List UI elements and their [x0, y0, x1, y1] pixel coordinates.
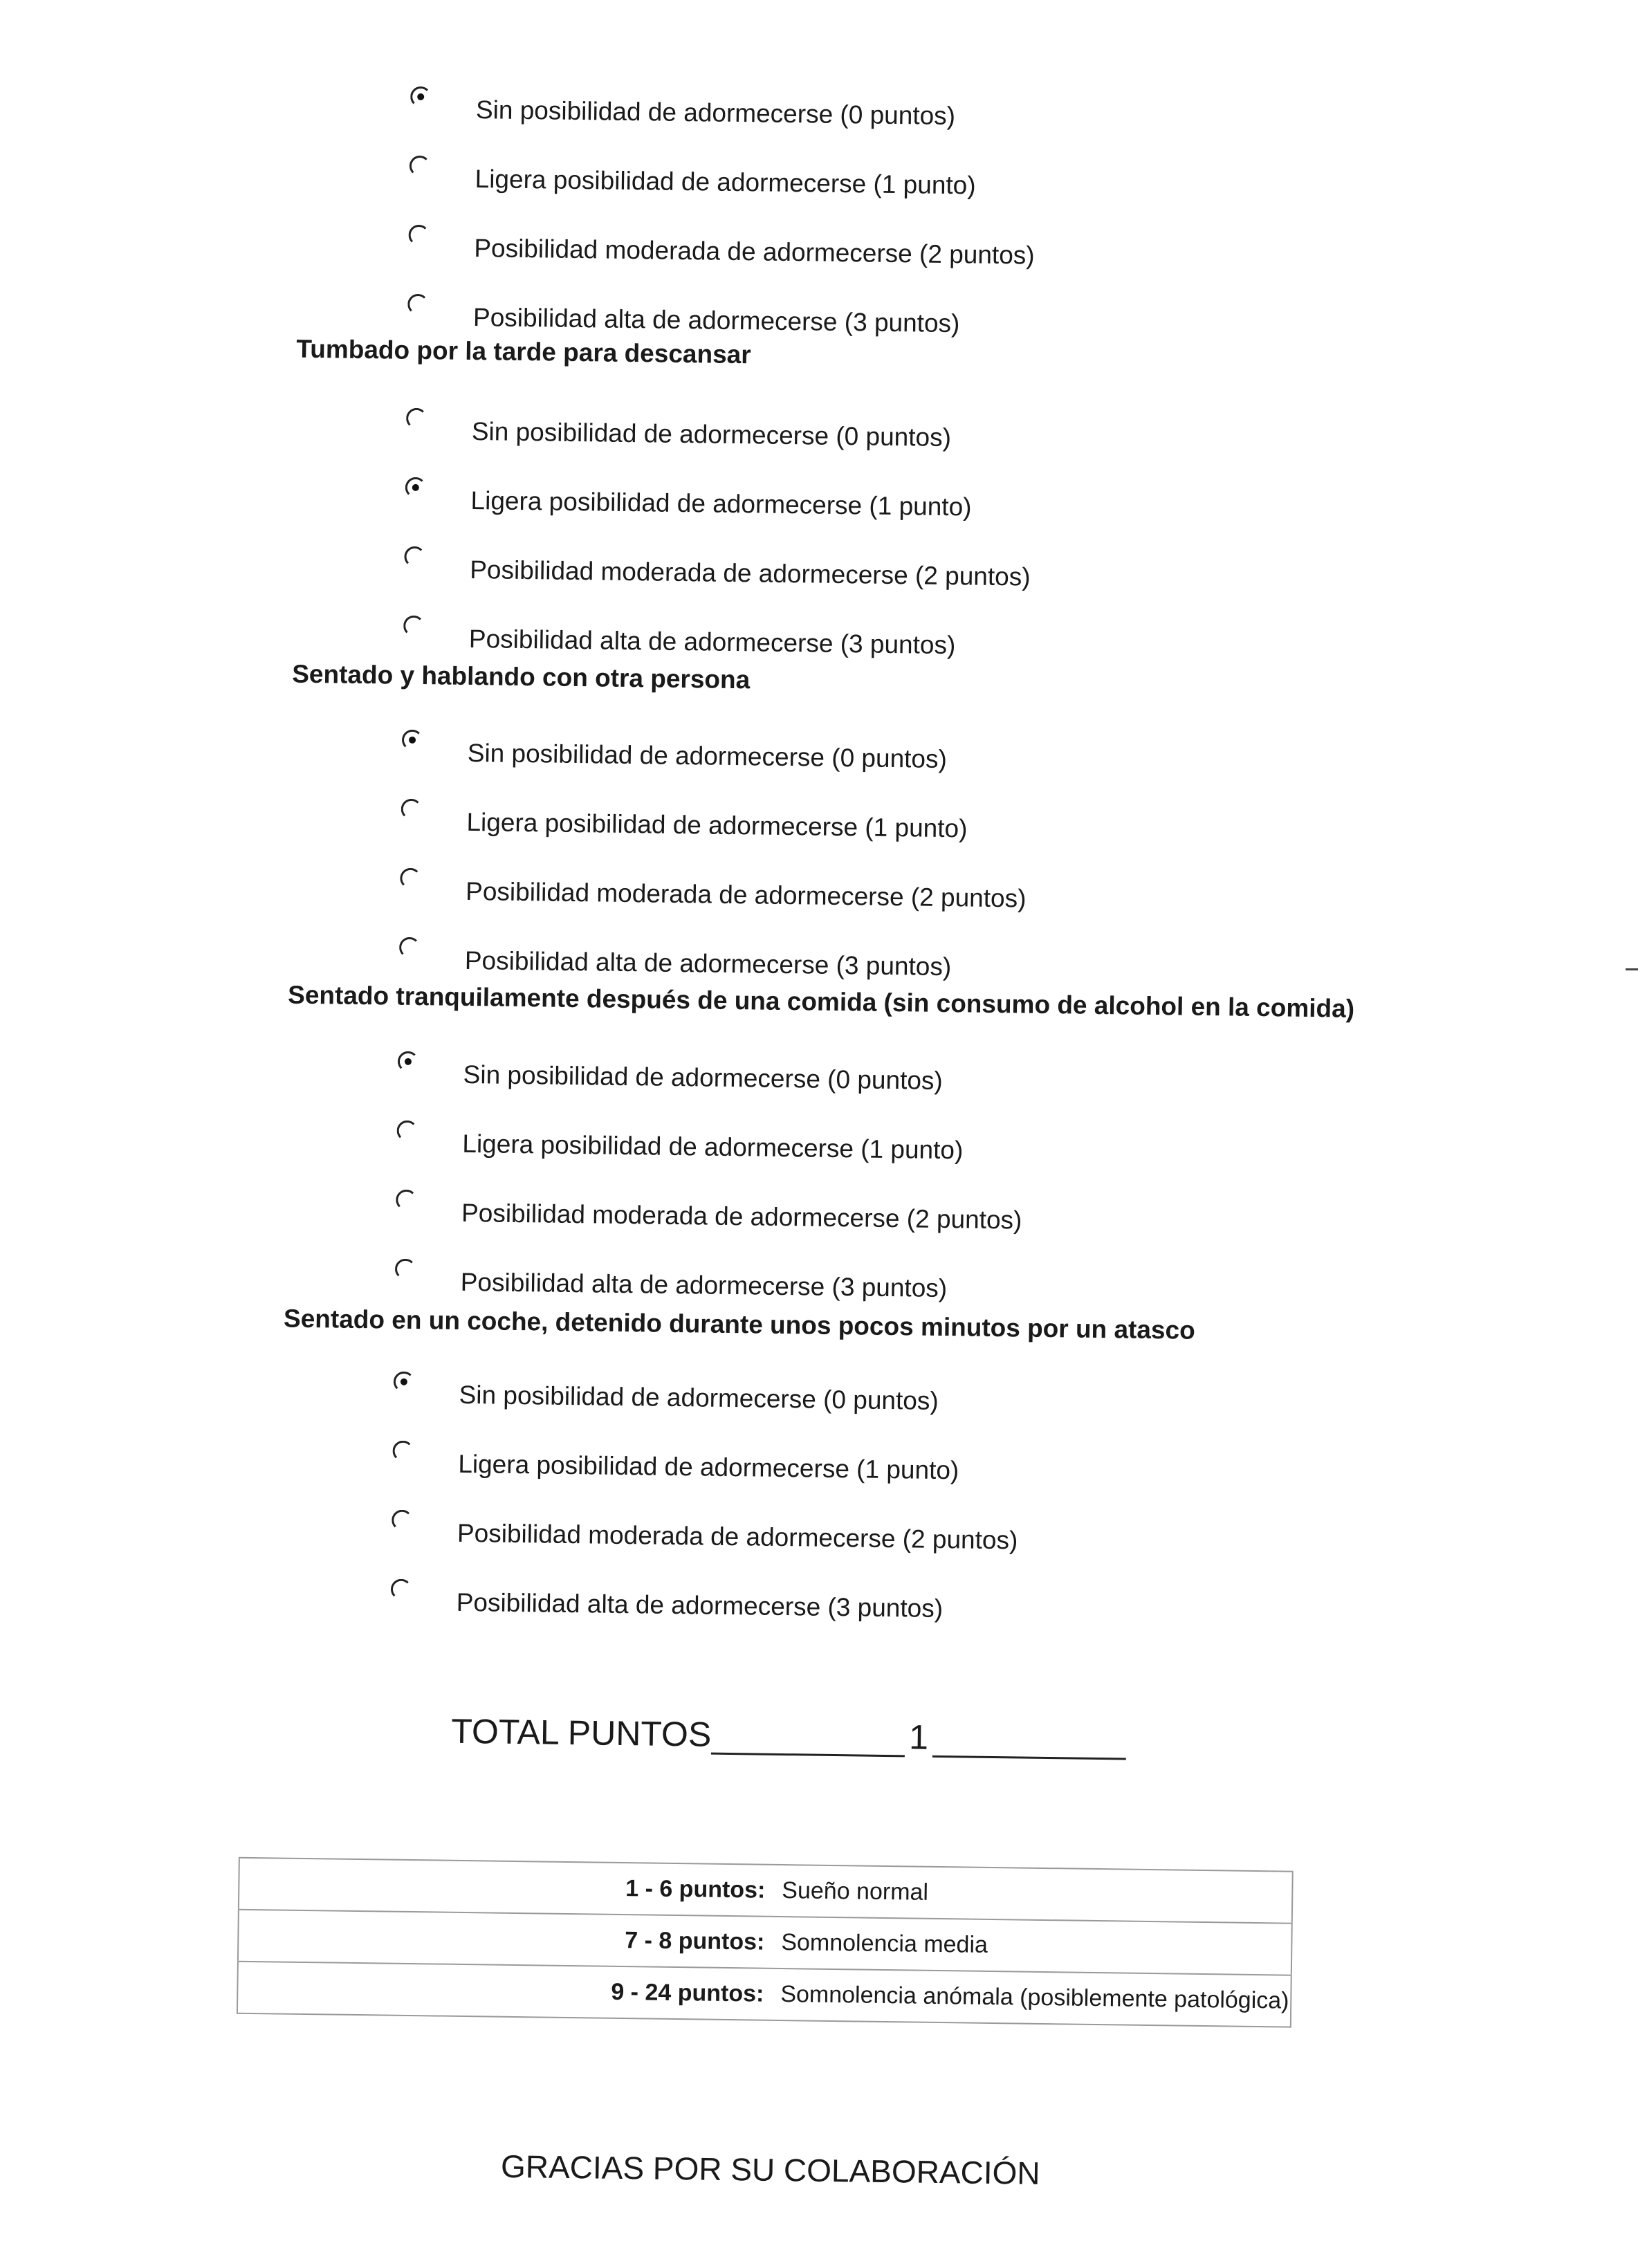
question-title: Sentado en un coche, detenido durante unos pocos minutos por un atasco: [283, 1304, 1195, 1345]
radio-checked-icon[interactable]: [394, 1372, 414, 1392]
radio-unchecked-icon[interactable]: [404, 546, 425, 567]
radio-option[interactable]: [408, 213, 1036, 291]
option-label: Sin posibilidad de adormecerse (0 puntos): [475, 95, 956, 131]
radio-checked-icon[interactable]: [405, 477, 426, 498]
option-label: Sin posibilidad de adormecerse (0 puntos): [471, 416, 952, 452]
scale-description: Somnolencia media: [781, 1917, 1292, 1975]
option-label: Sin posibilidad de adormecerse (0 puntos): [463, 1060, 944, 1095]
option-label: Ligera posibilidad de adormecerse (1 punto): [475, 165, 976, 200]
option-label: Posibilidad alta de adormecerse (3 puntos): [472, 302, 960, 338]
radio-option[interactable]: [392, 1429, 1020, 1506]
question-title: Tumbado por la tarde para descansar: [296, 334, 751, 369]
radio-option[interactable]: [405, 465, 1032, 543]
total-underline: [932, 1721, 1127, 1760]
radio-unchecked-icon[interactable]: [401, 799, 422, 820]
option-label: Sin posibilidad de adormecerse (0 puntos): [467, 738, 948, 774]
scale-description: Sueño normal: [782, 1865, 1293, 1924]
radio-unchecked-icon[interactable]: [392, 1441, 413, 1462]
radio-option[interactable]: [390, 1567, 1018, 1645]
scan-edge-mark: [1626, 968, 1638, 970]
radio-unchecked-icon[interactable]: [392, 1510, 412, 1531]
option-label: Posibilidad alta de adormecerse (3 puntos): [456, 1587, 944, 1623]
options-group: [398, 718, 1029, 1003]
radio-option[interactable]: [397, 1040, 1024, 1117]
radio-option[interactable]: [395, 1178, 1022, 1255]
radio-unchecked-icon[interactable]: [391, 1579, 412, 1600]
radio-checked-icon[interactable]: [402, 730, 423, 750]
radio-unchecked-icon[interactable]: [395, 1259, 416, 1280]
scale-range: 9 - 24 puntos:: [237, 1962, 781, 2020]
radio-option[interactable]: [401, 718, 1029, 795]
radio-unchecked-icon[interactable]: [399, 937, 420, 958]
radio-unchecked-icon[interactable]: [406, 408, 427, 429]
footer-thanks: GRACIAS POR SU COLABORACIÓN: [500, 2148, 1040, 2191]
total-label: TOTAL PUNTOS: [450, 1711, 712, 1754]
option-label: Posibilidad moderada de adormecerse (2 puntos): [474, 234, 1035, 270]
radio-option[interactable]: [405, 396, 1033, 474]
total-value: 1: [908, 1717, 929, 1757]
radio-option[interactable]: [400, 856, 1027, 934]
option-label: Posibilidad moderada de adormecerse (2 puntos): [465, 876, 1027, 913]
question-title: Sentado y hablando con otra persona: [292, 659, 751, 694]
radio-unchecked-icon[interactable]: [396, 1121, 417, 1141]
scale-range: 1 - 6 puntos:: [239, 1858, 782, 1917]
options-group: [394, 1040, 1024, 1325]
radio-checked-icon[interactable]: [410, 86, 431, 107]
option-label: Sin posibilidad de adormecerse (0 puntos): [459, 1380, 939, 1415]
option-label: Ligera posibilidad de adormecerse (1 punto): [462, 1129, 964, 1165]
total-underline: [711, 1718, 905, 1758]
option-label: Posibilidad moderada de adormecerse (2 puntos): [470, 555, 1031, 591]
radio-option[interactable]: [409, 144, 1036, 221]
radio-option[interactable]: [393, 1360, 1020, 1437]
radio-unchecked-icon[interactable]: [396, 1190, 416, 1210]
question-title: Sentado tranquilamente después de una comida (sin consumo de alcohol en la comida): [287, 980, 1355, 1023]
radio-unchecked-icon[interactable]: [400, 868, 421, 889]
options-group-top: [407, 75, 1037, 360]
scale-range: 7 - 8 puntos:: [238, 1910, 782, 1969]
option-label: Posibilidad alta de adormecerse (3 puntos): [468, 624, 956, 660]
options-group: [390, 1360, 1020, 1645]
radio-unchecked-icon[interactable]: [408, 225, 429, 246]
score-scale-table: [237, 1857, 1294, 2028]
radio-unchecked-icon[interactable]: [407, 294, 428, 315]
radio-checked-icon[interactable]: [398, 1051, 418, 1072]
radio-option[interactable]: [404, 535, 1031, 612]
radio-unchecked-icon[interactable]: [410, 156, 430, 176]
option-label: Posibilidad alta de adormecerse (3 puntos): [460, 1267, 948, 1303]
option-label: Ligera posibilidad de adormecerse (1 punto): [458, 1449, 959, 1485]
option-label: Posibilidad alta de adormecerse (3 puntos): [464, 946, 952, 981]
total-score: [451, 1711, 1127, 1760]
scale-description: Somnolencia anómala (posiblemente patológica): [780, 1969, 1291, 2027]
option-label: Posibilidad moderada de adormecerse (2 puntos): [457, 1518, 1018, 1555]
radio-option[interactable]: [391, 1498, 1018, 1576]
option-label: Ligera posibilidad de adormecerse (1 punto): [466, 807, 968, 843]
radio-option[interactable]: [410, 75, 1037, 152]
option-label: Posibilidad moderada de adormecerse (2 puntos): [461, 1198, 1022, 1235]
radio-option[interactable]: [396, 1109, 1024, 1186]
option-label: Ligera posibilidad de adormecerse (1 punto): [470, 486, 972, 522]
radio-unchecked-icon[interactable]: [403, 616, 424, 636]
options-group: [403, 396, 1033, 681]
radio-option[interactable]: [401, 787, 1028, 865]
